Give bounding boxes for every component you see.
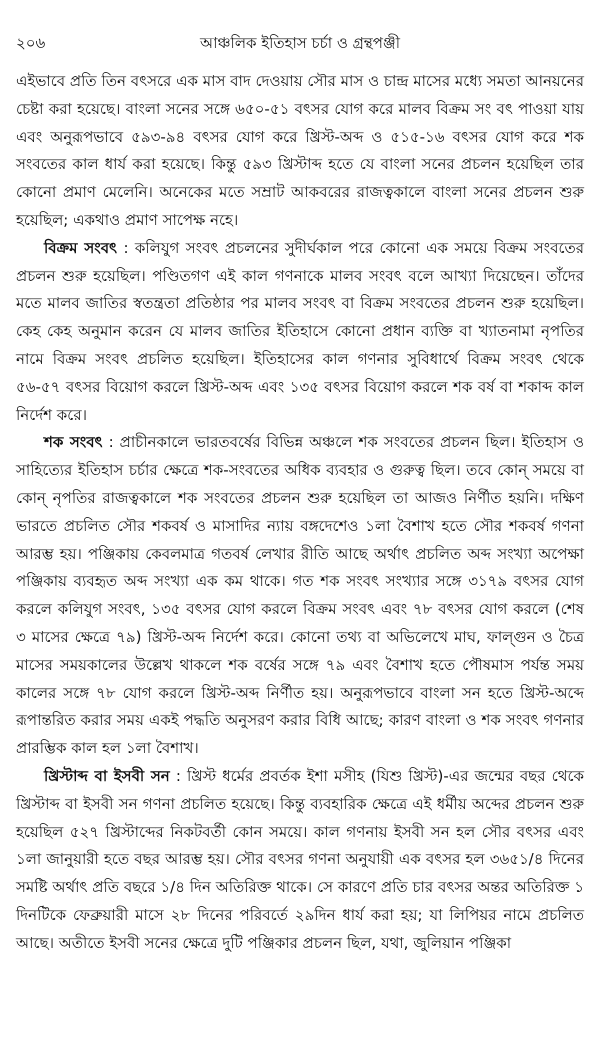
paragraph-text: : প্রাচীনকালে ভারতবর্ষের বিভিন্ন অঞ্চলে শক সংবতের প্রচলন ছিল। ইতিহাস ও সাহিত্যের ইতিহাস চর্চার ক্ষেত্রে শক-সংবতের অধিক ব্যবহার ও গুরুত্ব ছিল। তবে কোন্ সময়ে বা কোন্ নৃপতির রাজত্বকালে শক সংবতের প্রচলন শুরু হয়েছিল তা আজও নির্ণীত হয়নি। দক্ষিণ ভারতে প্রচলিত সৌর শকবর্ষ ও মাসাদির ন্যায় বঙ্গদেশেও ১লা বৈশাখ হতে সৌর শকবর্ষ গণনা আরম্ভ হয়। পঞ্জিকায় কেবলমাত্র গতবর্ষ লেখার রীতি আছে অর্থাৎ প্রচলিত অব্দ সংখ্যা অপেক্ষা পঞ্জিকায় ব্যবহৃত অব্দ সংখ্যা এক কম থাকে। গত শক সংবৎ সংখ্যার সঙ্গে ৩১৭৯ বৎসর যোগ করলে কলিযুগ সংবৎ, ১৩৫ বৎসর যোগ করলে বিক্রম সংবৎ এবং ৭৮ বৎসর যোগ করলে (শেষ ৩ মাসের ক্ষেত্রে ৭৯) খ্রিস্ট-অব্দ নির্দেশ করে। কোনো তথ্য বা অভিলেখে মাঘ, ফাল্গুন ও চৈত্র মাসের সময়কালের উল্লেখ থাকলে শক বর্ষের সঙ্গে ৭৯ এবং বৈশাখ হতে পৌষমাস পর্যন্ত সময় কালের সঙ্গে ৭৮ যোগ করলে খ্রিস্ট-অব্দ নির্ণীত হয়। অনুরূপভাবে বাংলা সন হতে খ্রিস্ট-অব্দে রূপান্তরিত করার সময় একই পদ্ধতি অনুসরণ করার বিধি আছে; কারণ বাংলা ও শক সংবৎ গণনার প্রারম্ভিক কাল হল ১লা বৈশাখ। (16, 433, 584, 758)
paragraph-text: : খ্রিস্ট ধর্মের প্রবর্তক ইশা মসীহ (যিশু খ্রিস্ট)-এর জন্মের বছর থেকে খ্রিস্টাব্দ বা ইসবী সন গণনা প্রচলিত হয়েছে। কিন্তু ব্যবহারিক ক্ষেত্রে এই ধর্মীয় অব্দের প্রচলন শুরু হয়েছিল ৫২৭ খ্রিস্টাব্দের নিকটবর্তী কোন সময়ে। কাল গণনায় ইসবী সন হল সৌর বৎসর এবং ১লা জানুয়ারী হতে বছর আরম্ভ হয়। সৌর বৎসর গণনা অনুযায়ী এক বৎসর হল ৩৬৫১/৪ দিনের সমষ্টি অর্থাৎ প্রতি বছরে ১/৪ দিন অতিরিক্ত থাকে। সে কারণে প্রতি চার বৎসর অন্তর অতিরিক্ত ১ দিনটিকে ফেব্রুয়ারী মাসে ২৮ দিনের পরিবর্তে ২৯দিন ধার্য করা হয়; যা লিপিয়র নামে প্রচলিত আছে। অতীতে ইসবী সনের ক্ষেত্রে দুটি পঞ্জিকার প্রচলন ছিল, যথা, জুলিয়ান পঞ্জিকা (16, 766, 584, 952)
section-heading: শক সংবৎ (44, 433, 103, 452)
page-header (16, 32, 584, 56)
section-heading: খ্রিস্টাব্দ বা ইসবী সন (44, 766, 170, 785)
paragraph-text: এইভাবে প্রতি তিন বৎসরে এক মাস বাদ দেওয়ায় সৌর মাস ও চান্দ্র মাসের মধ্যে সমতা আনয়নের চেষ্টা করা হয়েছে। বাংলা সনের সঙ্গে ৬৫০-৫১ বৎসর যোগ করে মালব বিক্রম সং বৎ পাওয়া যায় এবং অনুরূপভাবে ৫৯৩-৯৪ বৎসর যোগ করে খ্রিস্ট-অব্দ ও ৫১৫-১৬ বৎসর যোগ করে শক সংবতের কাল ধার্য করা হয়েছে। কিন্তু ৫৯৩ খ্রিস্টাব্দ হতে যে বাংলা সনের প্রচলন হয়েছিল তার কোনো প্রমাণ মেলেনি। অনেকের মতে সম্রাট আকবরের রাজত্বকালে বাংলা সনের প্রচলন শুরু হয়েছিল; একথাও প্রমাণ সাপেক্ষ নহে। (16, 72, 584, 229)
section-heading: বিক্রম সংবৎ (44, 238, 118, 257)
body-text (16, 68, 584, 958)
paragraph-text: : কলিযুগ সংবৎ প্রচলনের সুদীর্ঘকাল পরে কোনো এক সময়ে বিক্রম সংবতের প্রচলন শুরু হয়েছিল। পণ্ডিতগণ এই কাল গণনাকে মালব সংবৎ বলে আখ্যা দিয়েছেন। তাঁদের মতে মালব জাতির স্বতন্ত্রতা প্রতিষ্ঠার পর মালব সংবৎ বা বিক্রম সংবতের প্রচলন শুরু হয়েছিল। কেহ কেহ অনুমান করেন যে মালব জাতির ইতিহাসে কোনো প্রধান ব্যক্তি বা খ্যাতনামা নৃপতির নামে বিক্রম সংবৎ প্রচলিত হয়েছিল। ইতিহাসের কাল গণনার সুবিধার্থে বিক্রম সংবৎ থেকে ৫৬-৫৭ বৎসর বিয়োগ করলে খ্রিস্ট-অব্দ এবং ১৩৫ বৎসর বিয়োগ করলে শক বর্ষ বা শকাব্দ কাল নির্দেশ করে। (16, 238, 584, 424)
paragraph-vikram-samvat (16, 235, 584, 430)
running-title: আঞ্চলিক ইতিহাস চর্চা ও গ্রন্থপঞ্জী (199, 34, 401, 52)
paragraph-shaka-samvat (16, 429, 584, 763)
page-number: ২০৬ (16, 34, 46, 52)
paragraph-christian-era (16, 763, 584, 958)
paragraph (16, 68, 584, 235)
